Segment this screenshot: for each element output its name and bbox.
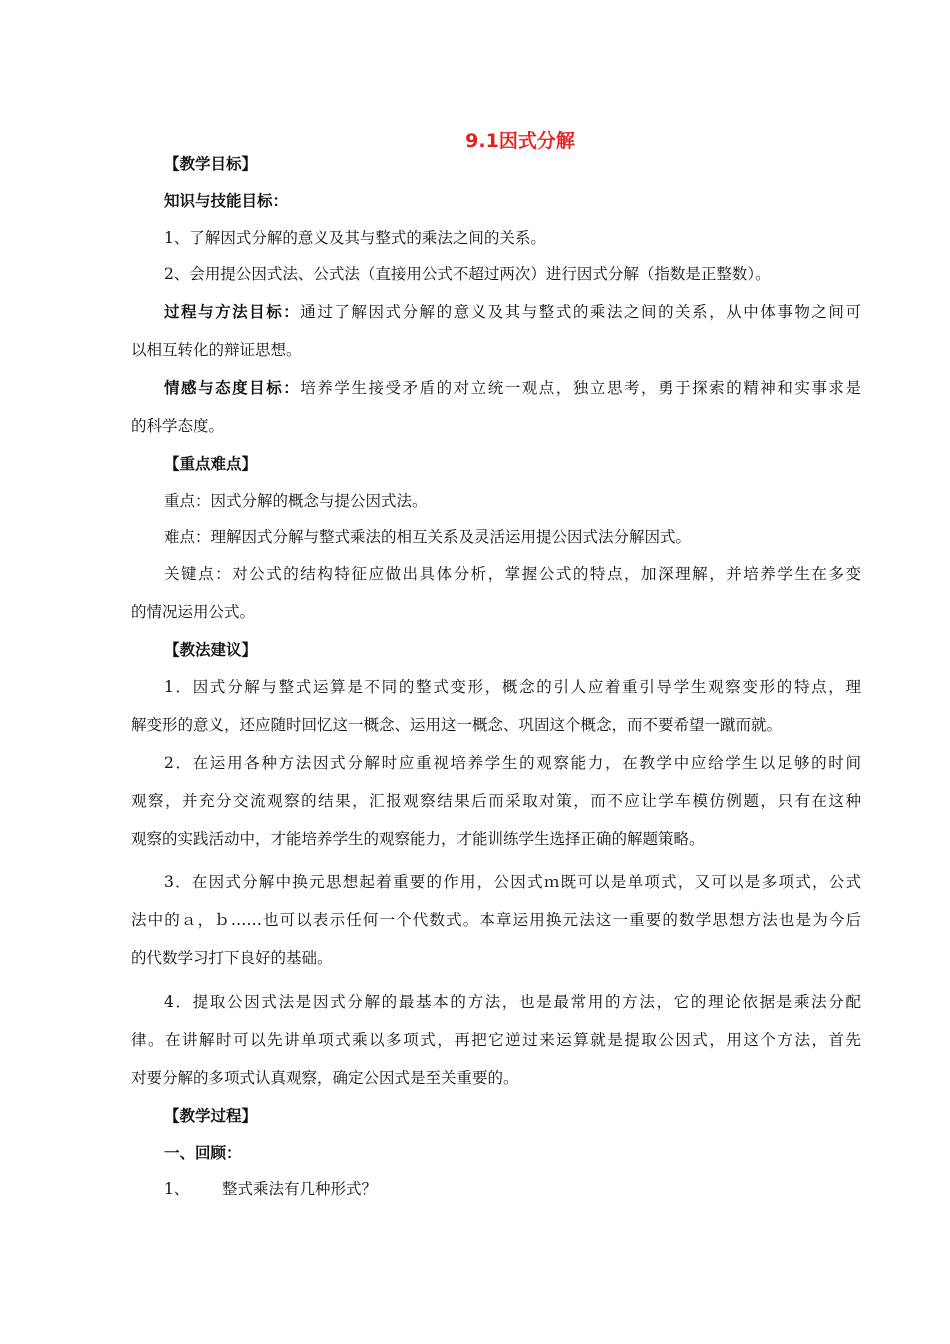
suggestion-1-line-2: 解变形的意义，还应随时回忆这一概念、运用这一概念、巩固这个概念，而不要希望一蹴而就。 <box>131 716 783 734</box>
section-heading-teaching-goals: 【教学目标】 <box>164 155 258 173</box>
crux-line-1: 关键点：对公式的结构特征应做出具体分析，掌握公式的特点，加深理解，并培养学生在多变 <box>164 565 861 583</box>
process-goal-text: 通过了解因式分解的意义及其与整式的乘法之间的关系，从中体事物之间可 <box>300 303 861 321</box>
document-title: 9.1因式分解 <box>465 130 575 152</box>
suggestion-3-line-2: 法中的ａ，ｂ……也可以表示任何一个代数式。本章运用换元法这一重要的数学思想方法也是为今后 <box>131 911 861 929</box>
section-heading-teaching-suggestions: 【教法建议】 <box>164 641 258 659</box>
review-heading: 一、回顾： <box>164 1144 242 1162</box>
suggestion-1-line-1: 1．因式分解与整式运算是不同的整式变形，概念的引人应着重引导学生观察变形的特点，理 <box>164 678 861 696</box>
section-heading-teaching-process: 【教学过程】 <box>164 1107 258 1125</box>
process-goal-label: 过程与方法目标： <box>164 303 301 321</box>
emotion-goal-label: 情感与态度目标： <box>164 379 301 397</box>
knowledge-goal-label: 知识与技能目标： <box>164 192 289 210</box>
knowledge-item-1: 1、了解因式分解的意义及其与整式的乘法之间的关系。 <box>164 229 546 247</box>
emotion-goal-line-2: 的科学态度。 <box>131 417 225 435</box>
difficult-point: 难点：理解因式分解与整式乘法的相互关系及灵活运用提公因式法分解因式。 <box>164 528 692 546</box>
key-point: 重点：因式分解的概念与提公因式法。 <box>164 492 428 510</box>
knowledge-item-2: 2、会用提公因式法、公式法（直接用公式不超过两次）进行因式分解（指数是正整数）。 <box>164 265 771 283</box>
emotion-goal-line-1 <box>164 376 861 398</box>
process-goal-line-1 <box>164 300 861 322</box>
suggestion-2-line-3: 观察的实践活动中，才能培养学生的观察能力，才能训练学生选择正确的解题策略。 <box>131 830 705 848</box>
suggestion-4-line-3: 对要分解的多项式认真观察，确定公因式是至关重要的。 <box>131 1069 519 1087</box>
suggestion-2-line-1: 2．在运用各种方法因式分解时应重视培养学生的观察能力，在教学中应给学生以足够的时间 <box>164 754 861 772</box>
suggestion-4-line-2: 律。在讲解时可以先讲单项式乘以多项式，再把它逆过来运算就是提取公因式，用这个方法，首先 <box>131 1031 861 1049</box>
process-goal-line-2: 以相互转化的辩证思想。 <box>131 341 302 359</box>
question-number: 1、 <box>164 1180 190 1198</box>
suggestion-3-line-1: 3．在因式分解中换元思想起着重要的作用，公因式ｍ既可以是单项式，又可以是多项式，公式 <box>164 873 861 891</box>
question-text: 整式乘法有几种形式？ <box>222 1180 378 1198</box>
review-question-1 <box>164 1177 861 1199</box>
section-heading-key-points: 【重点难点】 <box>164 455 258 473</box>
suggestion-2-line-2: 观察，并充分交流观察的结果，汇报观察结果后而采取对策，而不应让学车模仿例题，只有在这种 <box>131 792 861 810</box>
suggestion-4-line-1: 4．提取公因式法是因式分解的最基本的方法，也是最常用的方法，它的理论依据是乘法分配 <box>164 993 861 1011</box>
crux-line-2: 的情况运用公式。 <box>131 603 256 621</box>
suggestion-3-line-3: 的代数学习打下良好的基础。 <box>131 949 333 967</box>
emotion-goal-text: 培养学生接受矛盾的对立统一观点，独立思考，勇于探索的精神和实事求是 <box>300 379 861 397</box>
